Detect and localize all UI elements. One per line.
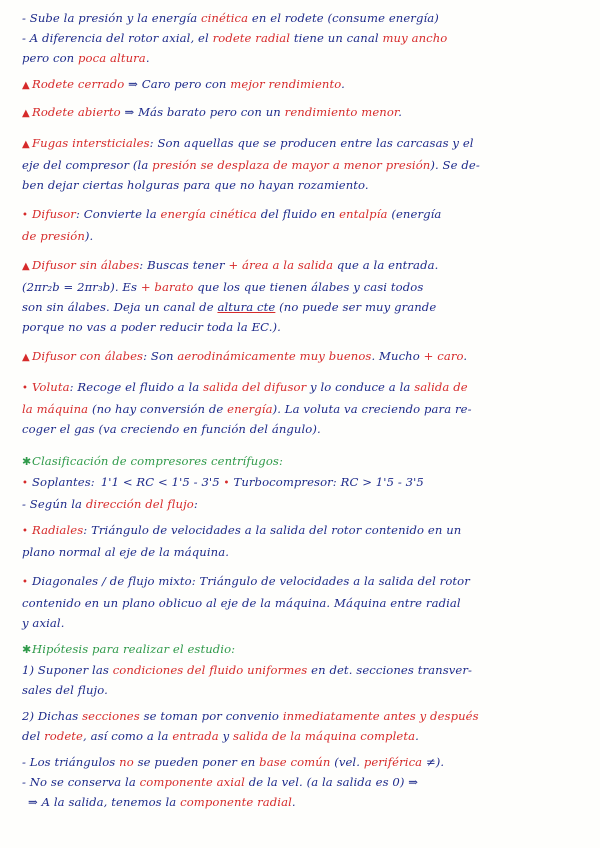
text: - Sube la presión y la energía [22, 11, 198, 25]
text-red: Fugas intersticiales [32, 136, 150, 150]
text: y axial. [22, 616, 65, 630]
text-red: energía [227, 402, 273, 416]
text-red: condiciones del fluido uniformes [112, 663, 308, 677]
block-fugas [22, 133, 582, 195]
dot-bullet-icon: • [223, 478, 230, 489]
text: : Recoge el fluido a la [69, 380, 200, 394]
line [22, 494, 582, 514]
asterisk-bullet-icon: ✱ [22, 643, 32, 656]
text-red: energía cinética [160, 207, 257, 221]
dot-bullet-icon: • [22, 577, 28, 588]
text: 2) Dichas [22, 709, 79, 723]
line [22, 613, 582, 633]
text: se toman por convenio [143, 709, 280, 723]
text-red: Difusor [32, 207, 76, 221]
line [22, 726, 582, 746]
text: . [145, 51, 150, 65]
text: ). [84, 229, 94, 243]
text: . Mucho [371, 349, 420, 363]
block-radiales [22, 520, 582, 562]
text: en det. secciones transver- [311, 663, 473, 677]
text-red: inmediatamente antes y después [282, 709, 479, 723]
text: - Según la [22, 497, 83, 511]
triangle-bullet-icon: ▲ [22, 352, 30, 363]
text-red: secciones [82, 709, 140, 723]
text: sales del flujo. [22, 683, 108, 697]
dot-bullet-icon: • [22, 210, 28, 221]
text: son sin álabes. Deja un canal de [22, 300, 214, 314]
line [22, 277, 582, 297]
text: ben dejar ciertas holguras para que no hayan rozamiento. [22, 178, 369, 192]
text-red: entrada [172, 729, 219, 743]
text: porque no vas a poder reducir toda la EC.). [22, 320, 281, 334]
line [22, 204, 582, 226]
text-red: rendimiento menor [284, 105, 399, 119]
text-red: Rodete cerrado [32, 77, 125, 91]
line [22, 451, 582, 472]
asterisk-bullet-icon: ✱ [22, 455, 32, 468]
text: ). Se de- [430, 158, 480, 172]
dot-bullet-icon: • [22, 383, 28, 394]
text-red: dirección del flujo [85, 497, 194, 511]
text: : Triángulo de velocidades a la salida del rotor [191, 574, 470, 588]
text-red: rodete [44, 729, 84, 743]
line [22, 472, 582, 494]
text-red: Difusor sin álabes [32, 258, 140, 272]
line [22, 346, 582, 368]
line [22, 542, 582, 562]
text: Diagonales / de flujo mixto [32, 574, 192, 588]
line [22, 102, 582, 124]
block-voluta [22, 377, 582, 439]
text-red: la máquina [22, 402, 89, 416]
line [22, 133, 582, 155]
block-difusor-sin-alabes [22, 255, 582, 337]
text: (no puede ser muy grande [279, 300, 437, 314]
text: (vel. [334, 755, 361, 769]
text-red: presión se desplaza de mayor a menor presión [152, 158, 431, 172]
line [22, 297, 582, 317]
line [22, 226, 582, 246]
text: ). La voluta va creciendo para re- [272, 402, 472, 416]
line [22, 593, 582, 613]
text: se pueden poner en [137, 755, 256, 769]
line [22, 419, 582, 439]
text-red: Voluta [32, 380, 70, 394]
line [22, 377, 582, 399]
triangle-bullet-icon: ▲ [22, 139, 30, 150]
text: eje del compresor (la [22, 158, 149, 172]
text-red: de presión [22, 229, 85, 243]
text-red: salida de la máquina completa [233, 729, 416, 743]
text-red: cinética [201, 11, 249, 25]
triangle-bullet-icon: ▲ [22, 80, 30, 91]
text: y [222, 729, 230, 743]
text: ⇒ Caro pero con [128, 77, 227, 91]
text: ⇒ A la salida, tenemos la [28, 795, 177, 809]
text: tiene un canal [293, 31, 379, 45]
text: - Los triángulos [22, 755, 116, 769]
text-red: entalpía [339, 207, 388, 221]
line [22, 48, 582, 68]
text-red: + caro [423, 349, 464, 363]
text-red: muy ancho [382, 31, 448, 45]
line [22, 680, 582, 700]
text: - A diferencia del rotor axial, el [22, 31, 209, 45]
text: contenido en un plano oblicuo al eje de la máquina. Máquina entre radial [22, 596, 461, 610]
heading-green: Clasificación de compresores centrífugos: [32, 454, 283, 468]
text: (no hay conversión de [91, 402, 224, 416]
text: (energía [391, 207, 442, 221]
text-red: periférica [363, 755, 423, 769]
text: Turbocompresor: [233, 475, 337, 489]
text: en el rodete (consume energía) [251, 11, 439, 25]
line [22, 317, 582, 337]
text: (2πr₂b = 2πr₃b). Es [22, 280, 138, 294]
text: . [398, 105, 403, 119]
text-red: componente axial [139, 775, 245, 789]
text: Soplantes: [32, 475, 95, 489]
text: . [341, 77, 345, 91]
block-rodete-radial [22, 8, 582, 68]
text-red: componente radial [180, 795, 292, 809]
triangle-bullet-icon: ▲ [22, 261, 30, 272]
text-underlined: altura cte [217, 300, 276, 314]
line [22, 660, 582, 680]
line [22, 706, 582, 726]
block-diagonales [22, 571, 582, 633]
text: . [463, 349, 468, 363]
text: ≠). [425, 755, 445, 769]
text: : Convierte la [75, 207, 157, 221]
text: que los que tienen álabes y casi todos [197, 280, 424, 294]
text-red: Rodete abierto [32, 105, 121, 119]
text: - No se conserva la [22, 775, 136, 789]
text-red: aerodinámicamente muy buenos [177, 349, 372, 363]
block-triangulos [22, 752, 582, 812]
line [22, 255, 582, 277]
text-red: poca altura [78, 51, 146, 65]
line [22, 8, 582, 28]
text-red: mejor rendimiento [230, 77, 342, 91]
text: : Buscas tener [139, 258, 225, 272]
text-red: salida de [414, 380, 468, 394]
block-rodete-abierto [22, 102, 582, 124]
line [22, 772, 582, 792]
text: : [193, 497, 198, 511]
line [22, 571, 582, 593]
triangle-bullet-icon: ▲ [22, 108, 30, 119]
notes-content [22, 8, 582, 812]
text: coger el gas (va creciendo en función del ángulo). [22, 422, 321, 436]
block-hipotesis-2 [22, 706, 582, 746]
text: RC > 1'5 - 3'5 [340, 475, 424, 489]
text: : Triángulo de velocidades a la salida del rotor contenido en un [83, 523, 462, 537]
text-red: Difusor con álabes [32, 349, 144, 363]
text-red: + barato [140, 280, 194, 294]
text: ⇒ Más barato pero con un [124, 105, 281, 119]
block-difusor [22, 204, 582, 246]
line [22, 639, 582, 660]
line [22, 74, 582, 96]
line [22, 28, 582, 48]
text: de la vel. (a la salida es 0) ⇒ [248, 775, 419, 789]
text: y lo conduce a la [310, 380, 411, 394]
heading-green: Hipótesis para realizar el estudio: [32, 642, 236, 656]
dot-bullet-icon: • [22, 526, 28, 537]
text: . [291, 795, 296, 809]
text-red: no [119, 755, 134, 769]
block-clasificacion [22, 451, 582, 514]
text-red: salida del difusor [203, 380, 307, 394]
text-red: Radiales [32, 523, 84, 537]
line [22, 752, 582, 772]
dot-bullet-icon: • [22, 478, 28, 489]
line [22, 399, 582, 419]
block-rodete-cerrado [22, 74, 582, 96]
text: : Son [143, 349, 174, 363]
text: 1'1 < RC < 1'5 - 3'5 [100, 475, 220, 489]
line [22, 792, 582, 812]
text: plano normal al eje de la máquina. [22, 545, 230, 559]
line [22, 520, 582, 542]
text: 1) Suponer las [22, 663, 109, 677]
text: del [22, 729, 41, 743]
text: del fluido en [260, 207, 336, 221]
block-difusor-con-alabes [22, 346, 582, 368]
block-hipotesis [22, 639, 582, 700]
text: que a la entrada. [336, 258, 439, 272]
text-red: + área a la salida [228, 258, 334, 272]
text: pero con [22, 51, 75, 65]
text: . [415, 729, 419, 743]
text-red: base común [259, 755, 331, 769]
text: , así como a la [83, 729, 169, 743]
text: : Son aquellas que se producen entre las carcasas y el [149, 136, 474, 150]
text-red: rodete radial [212, 31, 291, 45]
line [22, 155, 582, 175]
line [22, 175, 582, 195]
